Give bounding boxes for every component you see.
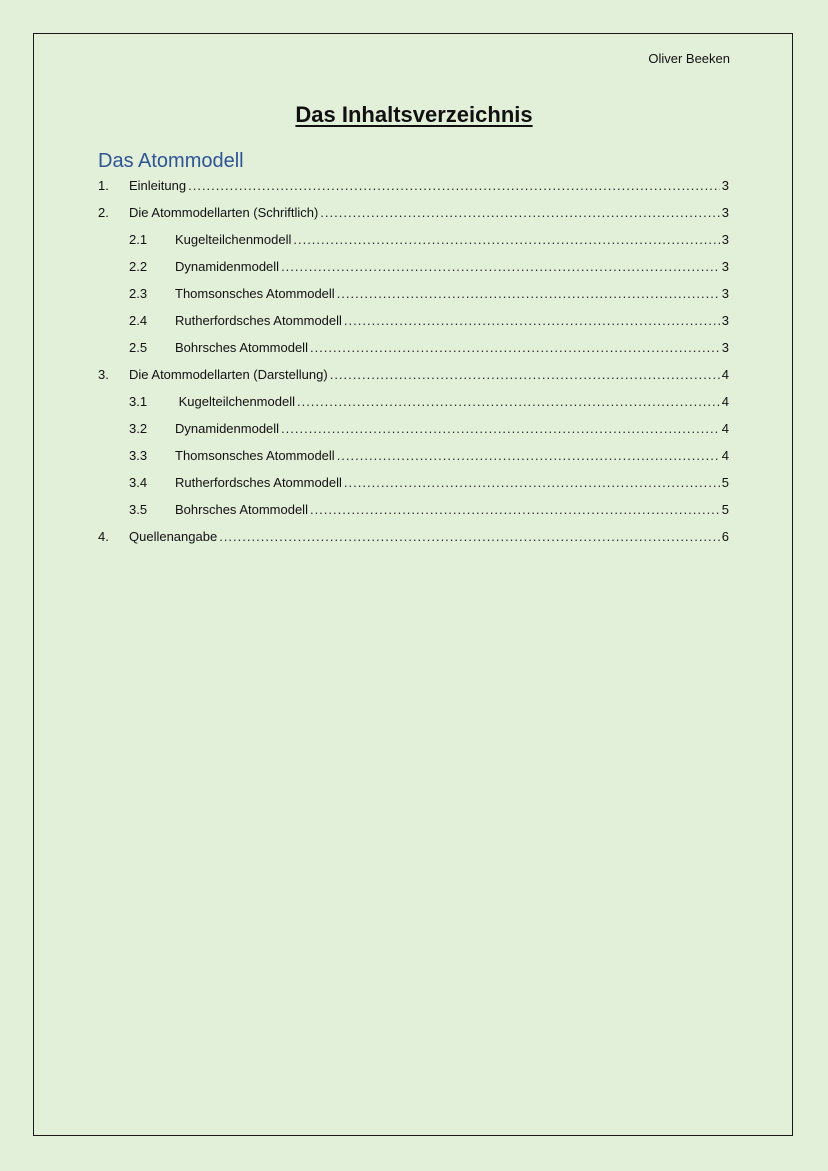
toc-entry[interactable] xyxy=(98,474,729,501)
toc-entry-page: 3 xyxy=(721,232,729,247)
toc-entry-label: Bohrsches Atommodell xyxy=(175,502,308,517)
toc-entry-number: 2. xyxy=(98,205,109,220)
toc-entry-number: 3. xyxy=(98,367,109,382)
toc-entry[interactable] xyxy=(98,420,729,447)
toc-entry-page: 3 xyxy=(721,313,729,328)
toc-entry[interactable] xyxy=(98,177,729,204)
toc-entry-number: 2.5 xyxy=(129,340,148,355)
document-title: Das Inhaltsverzeichnis xyxy=(295,102,533,127)
toc-dot-leader xyxy=(330,366,720,384)
toc-entry-number: 1. xyxy=(98,178,109,193)
table-of-contents xyxy=(98,177,729,555)
toc-entry-number: 2.3 xyxy=(129,286,148,301)
toc-entry[interactable] xyxy=(98,501,729,528)
toc-entry-number: 3.4 xyxy=(129,475,148,490)
toc-entry-label: Kugelteilchenmodell xyxy=(175,394,295,409)
toc-dot-leader xyxy=(337,285,720,303)
toc-entry-number: 3.5 xyxy=(129,502,148,517)
toc-entry-page: 5 xyxy=(721,475,729,490)
toc-entry-label: Thomsonsches Atommodell xyxy=(175,448,335,463)
toc-dot-leader xyxy=(344,474,720,492)
toc-entry-page: 3 xyxy=(721,178,729,193)
toc-entry-number: 2.4 xyxy=(129,313,148,328)
toc-entry-page: 5 xyxy=(721,502,729,517)
toc-dot-leader xyxy=(281,420,720,438)
toc-dot-leader xyxy=(297,393,720,411)
toc-entry-page: 3 xyxy=(721,340,729,355)
toc-entry-number: 2.2 xyxy=(129,259,148,274)
toc-dot-leader xyxy=(293,231,719,249)
header-author: Oliver Beeken xyxy=(648,51,730,66)
toc-entry-label: Rutherfordsches Atommodell xyxy=(175,313,342,328)
toc-heading: Das Atommodell xyxy=(98,150,244,172)
toc-dot-leader xyxy=(320,204,719,222)
toc-entry-page: 4 xyxy=(721,367,729,382)
toc-entry-label: Die Atommodellarten (Schriftlich) xyxy=(129,205,319,220)
toc-dot-leader xyxy=(281,258,720,276)
toc-entry[interactable] xyxy=(98,258,729,285)
toc-entry-page: 4 xyxy=(721,421,729,436)
toc-entry-label: Rutherfordsches Atommodell xyxy=(175,475,342,490)
toc-dot-leader xyxy=(188,177,720,195)
toc-entry[interactable] xyxy=(98,393,729,420)
toc-entry-page: 4 xyxy=(721,448,729,463)
toc-entry[interactable] xyxy=(98,285,729,312)
toc-dot-leader xyxy=(310,339,720,357)
toc-entry-page: 3 xyxy=(721,259,729,274)
toc-entry-number: 3.1 xyxy=(129,394,148,409)
toc-entry[interactable] xyxy=(98,339,729,366)
toc-entry-label: Einleitung xyxy=(129,178,187,193)
toc-entry[interactable] xyxy=(98,366,729,393)
toc-dot-leader xyxy=(344,312,720,330)
toc-entry[interactable] xyxy=(98,528,729,555)
toc-dot-leader xyxy=(337,447,720,465)
toc-entry-label: Quellenangabe xyxy=(129,529,218,544)
toc-entry-number: 2.1 xyxy=(129,232,148,247)
toc-entry-page: 3 xyxy=(721,286,729,301)
toc-entry-label: Thomsonsches Atommodell xyxy=(175,286,335,301)
toc-entry-page: 6 xyxy=(721,529,729,544)
toc-entry-label: Bohrsches Atommodell xyxy=(175,340,308,355)
toc-entry-label: Dynamidenmodell xyxy=(175,259,280,274)
toc-entry[interactable] xyxy=(98,204,729,231)
toc-entry-number: 3.2 xyxy=(129,421,148,436)
toc-dot-leader xyxy=(219,528,720,546)
toc-entry-label: Die Atommodellarten (Darstellung) xyxy=(129,367,328,382)
toc-entry-number: 3.3 xyxy=(129,448,148,463)
toc-dot-leader xyxy=(310,501,720,519)
toc-entry-label: Kugelteilchenmodell xyxy=(175,232,292,247)
toc-entry-page: 3 xyxy=(721,205,729,220)
toc-entry[interactable] xyxy=(98,447,729,474)
toc-entry-label: Dynamidenmodell xyxy=(175,421,280,436)
toc-entry-page: 4 xyxy=(721,394,729,409)
toc-entry[interactable] xyxy=(98,231,729,258)
toc-entry[interactable] xyxy=(98,312,729,339)
toc-entry-number: 4. xyxy=(98,529,109,544)
